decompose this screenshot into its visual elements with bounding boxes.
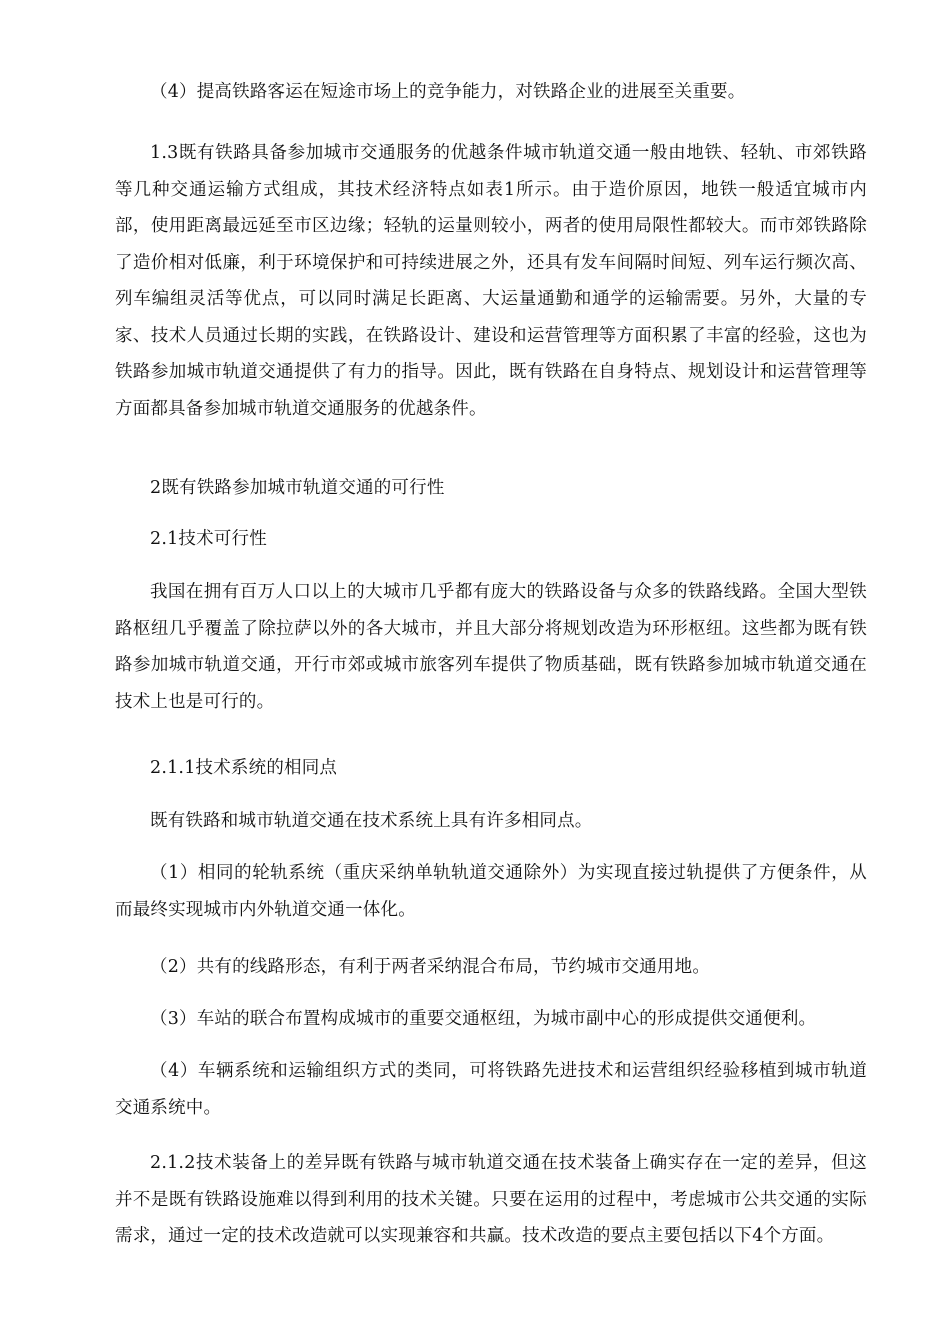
- paragraph-technical-feasibility: 我国在拥有百万人口以上的大城市几乎都有庞大的铁路设备与众多的铁路线路。全国大型铁路枢纽几乎覆盖了除拉萨以外的各大城市，并且大部分将规划改造为环形枢纽。这些都为既有铁路参加城市轨道交通，开行市郊或城市旅客列车提供了物质基础，既有铁路参加城市轨道交通在技术上也是可行的。: [115, 582, 867, 712]
- paragraph-section-1-3: 1.3既有铁路具备参加城市交通服务的优越条件城市轨道交通一般由地铁、轻轨、市郊铁路等几种交通运输方式组成，其技术经济特点如表1所示。由于造价原因，地铁一般适宜城市内部，使用距离最远延至市区边缘；轻轨的运量则较小，两者的使用局限性都较大。而市郊铁路除了造价相对低廉，利于环境保护和可持续进展之外，还具有发车间隔时间短、列车运行频次高、列车编组灵活等优点，可以同时满足长距离、大运量通勤和通学的运输需要。另外，大量的专家、技术人员通过长期的实践，在铁路设计、建设和运营管理等方面积累了丰富的经验，这也为铁路参加城市轨道交通提供了有力的指导。因此，既有铁路在自身特点、规划设计和运营管理等方面都具备参加城市轨道交通服务的优越条件。: [115, 143, 867, 419]
- paragraph-item-1-wheel-rail: （1）相同的轮轨系统（重庆采纳单轨轨道交通除外）为实现直接过轨提供了方便条件，从而最终实现城市内外轨道交通一体化。: [115, 863, 867, 920]
- heading-section-2-1-1: 2.1.1技术系统的相同点: [150, 758, 338, 778]
- paragraph-item-4-vehicle-system: （4）车辆系统和运输组织方式的类同，可将铁路先进技术和运营组织经验移植到城市轨道交通系统中。: [115, 1061, 867, 1118]
- paragraph-section-2-1-2: 2.1.2技术装备上的差异既有铁路与城市轨道交通在技术装备上确实存在一定的差异，但这并不是既有铁路设施难以得到利用的技术关键。只要在运用的过程中，考虑城市公共交通的实际需求，通过一定的技术改造就可以实现兼容和共赢。技术改造的要点主要包括以下4个方面。: [115, 1153, 867, 1246]
- heading-section-2: 2既有铁路参加城市轨道交通的可行性: [150, 478, 445, 498]
- heading-section-2-1: 2.1技术可行性: [150, 529, 267, 549]
- paragraph-item-4-competitiveness: （4）提高铁路客运在短途市场上的竞争能力，对铁路企业的进展至关重要。: [150, 82, 746, 102]
- paragraph-item-2-line-form: （2）共有的线路形态，有利于两者采纳混合布局，节约城市交通用地。: [150, 957, 711, 977]
- paragraph-item-3-station-layout: （3）车站的联合布置构成城市的重要交通枢纽，为城市副中心的形成提供交通便利。: [150, 1009, 817, 1029]
- paragraph-common-points-intro: 既有铁路和城市轨道交通在技术系统上具有许多相同点。: [150, 811, 593, 831]
